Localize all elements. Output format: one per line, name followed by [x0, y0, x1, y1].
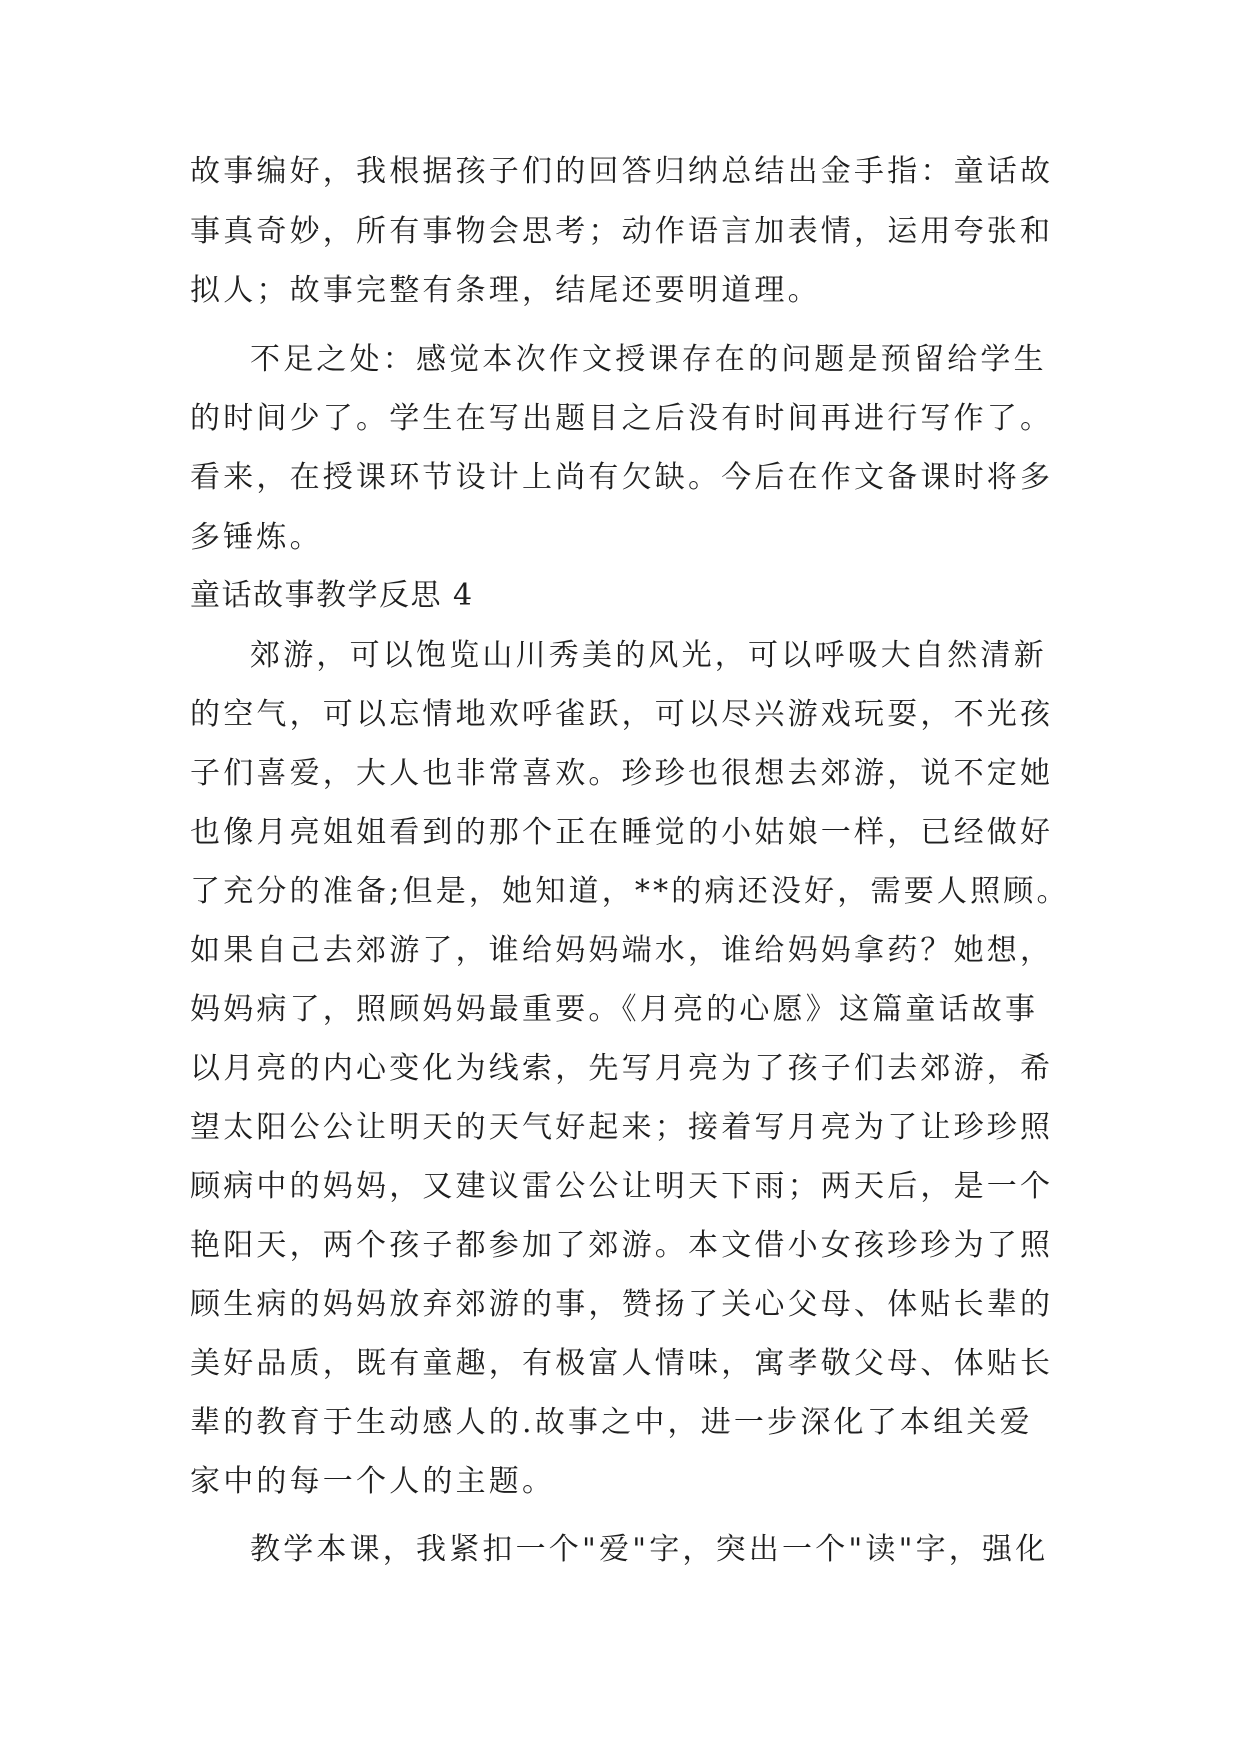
paragraph-line: 艳阳天，两个孩子都参加了郊游。本文借小女孩珍珍为了照 — [190, 1228, 1054, 1263]
paragraph-line: 了充分的准备;但是，她知道，**的病还没好，需要人照顾。 — [190, 874, 1070, 909]
paragraph-line: 事真奇妙，所有事物会思考；动作语言加表情，运用夸张和 — [190, 214, 1054, 249]
paragraph-line: 也像月亮姐姐看到的那个正在睡觉的小姑娘一样，已经做好 — [190, 815, 1054, 850]
paragraph-line: 的空气，可以忘情地欢呼雀跃，可以尽兴游戏玩耍，不光孩 — [190, 697, 1054, 732]
section-heading: 童话故事教学反思 4 — [190, 578, 474, 613]
paragraph-line: 家中的每一个人的主题。 — [190, 1464, 556, 1499]
paragraph-line: 不足之处：感觉本次作文授课存在的问题是预留给学生 — [250, 342, 1047, 377]
paragraph-line: 故事编好，我根据孩子们的回答归纳总结出金手指：童话故 — [190, 154, 1054, 189]
paragraph-line: 以月亮的内心变化为线索，先写月亮为了孩子们去郊游，希 — [190, 1051, 1054, 1086]
paragraph-line: 顾病中的妈妈，又建议雷公公让明天下雨；两天后，是一个 — [190, 1169, 1054, 1204]
paragraph-line: 美好品质，既有童趣，有极富人情味，寓孝敬父母、体贴长 — [190, 1346, 1054, 1381]
paragraph-line: 望太阳公公让明天的天气好起来；接着写月亮为了让珍珍照 — [190, 1110, 1054, 1145]
paragraph-line: 郊游，可以饱览山川秀美的风光，可以呼吸大自然清新 — [250, 638, 1047, 673]
paragraph-line: 妈妈病了，照顾妈妈最重要。《月亮的心愿》这篇童话故事 — [190, 992, 1039, 1027]
paragraph-line: 顾生病的妈妈放弃郊游的事，赞扬了关心父母、体贴长辈的 — [190, 1287, 1054, 1322]
paragraph-line: 多锤炼。 — [190, 520, 323, 555]
paragraph-line: 辈的教育于生动感人的.故事之中，进一步深化了本组关爱 — [190, 1405, 1033, 1440]
paragraph-line: 的时间少了。学生在写出题目之后没有时间再进行写作了。 — [190, 401, 1054, 436]
paragraph-line: 教学本课，我紧扣一个"爱"字，突出一个"读"字，强化 — [250, 1532, 1049, 1567]
paragraph-line: 拟人；故事完整有条理，结尾还要明道理。 — [190, 273, 821, 308]
paragraph-line: 子们喜爱，大人也非常喜欢。珍珍也很想去郊游，说不定她 — [190, 756, 1054, 791]
paragraph-line: 如果自己去郊游了，谁给妈妈端水，谁给妈妈拿药？她想， — [190, 933, 1054, 968]
paragraph-line: 看来，在授课环节设计上尚有欠缺。今后在作文备课时将多 — [190, 460, 1054, 495]
